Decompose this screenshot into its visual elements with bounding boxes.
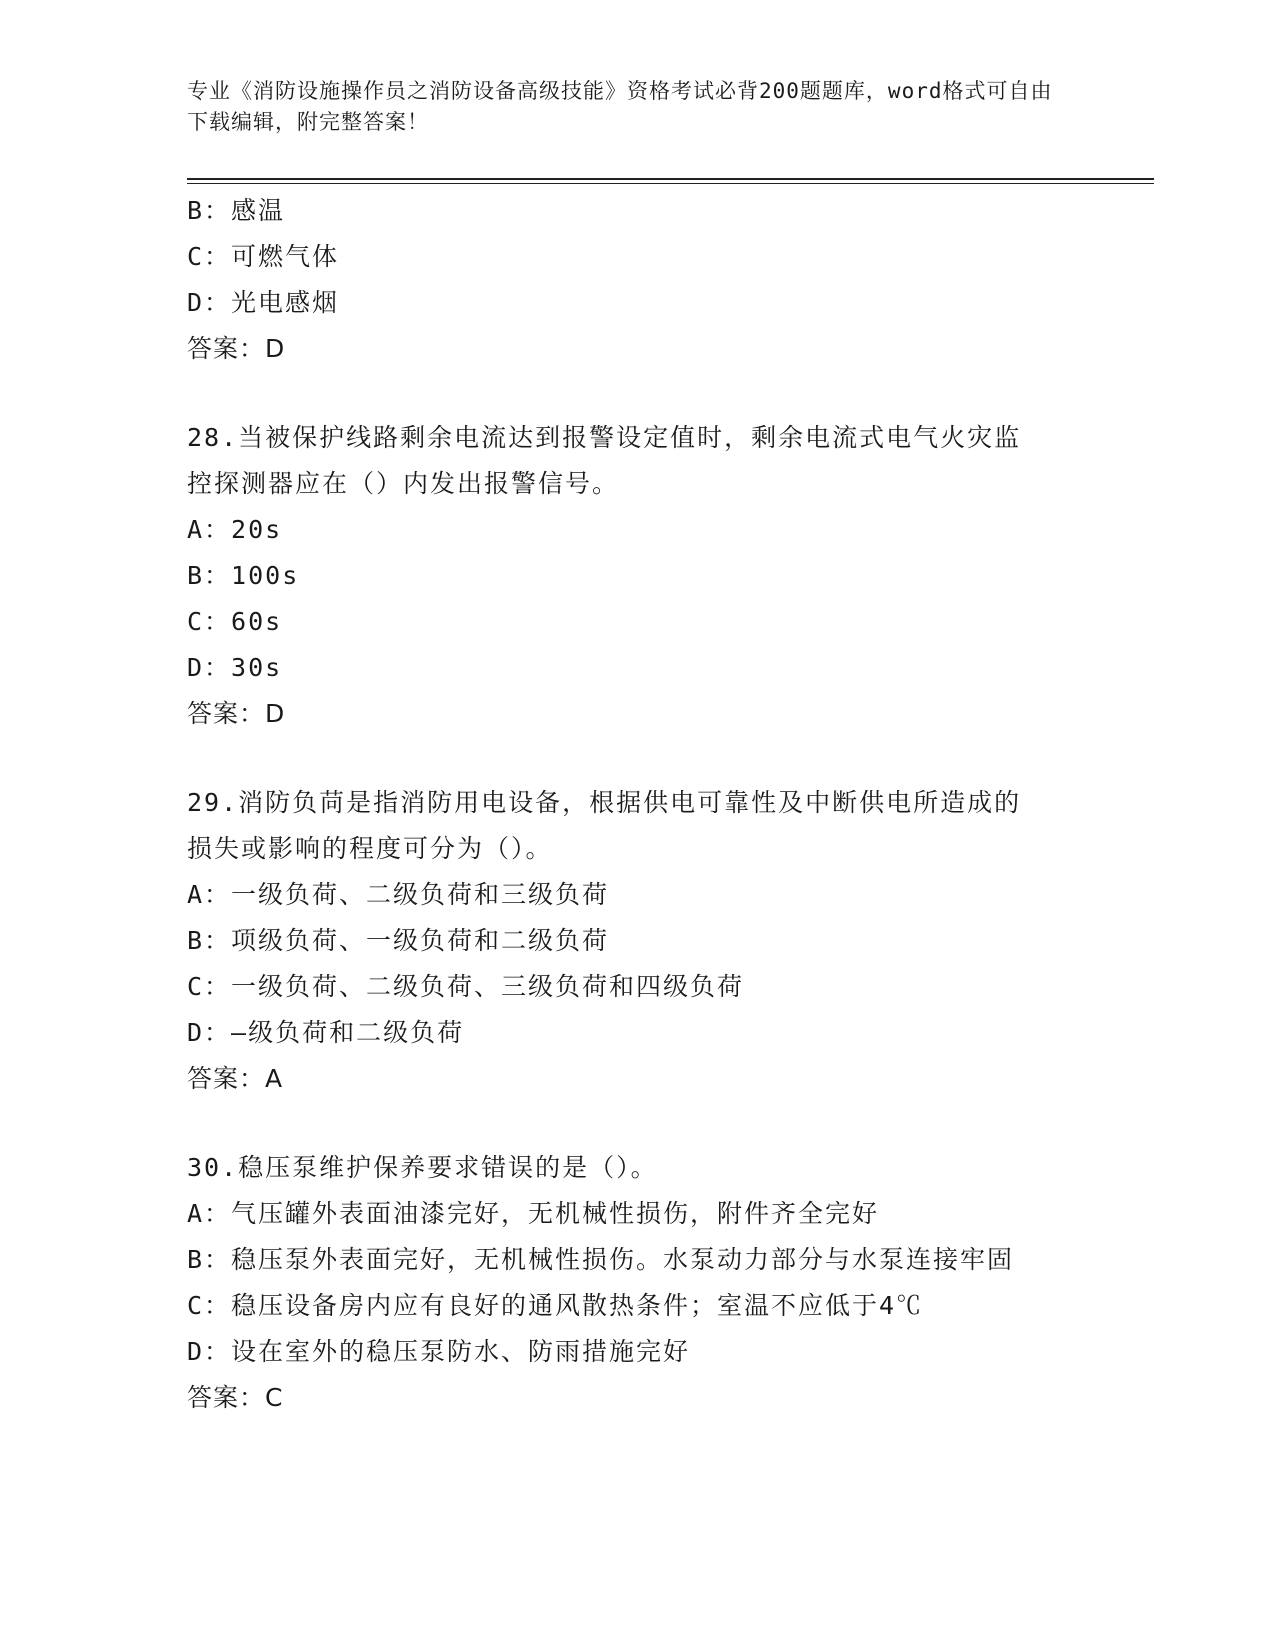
option-a: A：一级负荷、二级负荷和三级负荷 — [187, 880, 610, 909]
option-a: A：20s — [187, 515, 283, 544]
option-c: C：可燃气体 — [187, 242, 340, 271]
option-c: C：稳压设备房内应有良好的通风散热条件；室温不应低于4℃ — [187, 1291, 924, 1320]
option-b: B：稳压泵外表面完好，无机械性损伤。水泵动力部分与水泵连接牢固 — [187, 1245, 1015, 1274]
prev-question-options — [187, 188, 1087, 372]
question-29 — [187, 780, 1087, 1102]
answer: 答案：C — [187, 1383, 284, 1412]
question-text-line: 控探测器应在（）内发出报警信号。 — [187, 469, 620, 498]
question-text-line: 30.稳压泵维护保养要求错误的是（）。 — [187, 1153, 658, 1182]
answer: 答案：D — [187, 699, 286, 728]
option-c: C：60s — [187, 607, 283, 636]
page-header: 专业《消防设施操作员之消防设备高级技能》资格考试必背200题题库，word格式可自由下载编辑，附完整答案！ — [187, 79, 1053, 134]
question-text-line: 28.当被保护线路剩余电流达到报警设定值时，剩余电流式电气火灾监 — [187, 423, 1022, 452]
question-30 — [187, 1145, 1087, 1421]
spacer — [187, 372, 1087, 415]
option-b: B：100s — [187, 561, 300, 590]
option-b: B：项级负荷、一级负荷和二级负荷 — [187, 926, 610, 955]
spacer — [187, 737, 1087, 780]
option-a: A：气压罐外表面油漆完好，无机械性损伤，附件齐全完好 — [187, 1199, 880, 1228]
question-28 — [187, 415, 1087, 737]
option-b: B：感温 — [187, 196, 286, 225]
question-text-line: 损失或影响的程度可分为（）。 — [187, 834, 553, 863]
option-d: D：—级负荷和二级负荷 — [187, 1018, 465, 1047]
answer: 答案：A — [187, 1064, 284, 1093]
spacer — [187, 1102, 1087, 1145]
answer: 答案：D — [187, 334, 286, 363]
document-body — [187, 188, 1087, 1421]
question-text-line: 29.消防负苘是指消防用电设备，根据供电可靠性及中断供电所造成的 — [187, 788, 1022, 817]
option-d: D：30s — [187, 653, 283, 682]
option-d: D：光电感烟 — [187, 288, 340, 317]
option-d: D：设在室外的稳压泵防水、防雨措施完好 — [187, 1337, 691, 1366]
option-c: C：一级负荷、二级负荷、三级负荷和四级负荷 — [187, 972, 745, 1001]
header-rule — [187, 178, 1154, 184]
